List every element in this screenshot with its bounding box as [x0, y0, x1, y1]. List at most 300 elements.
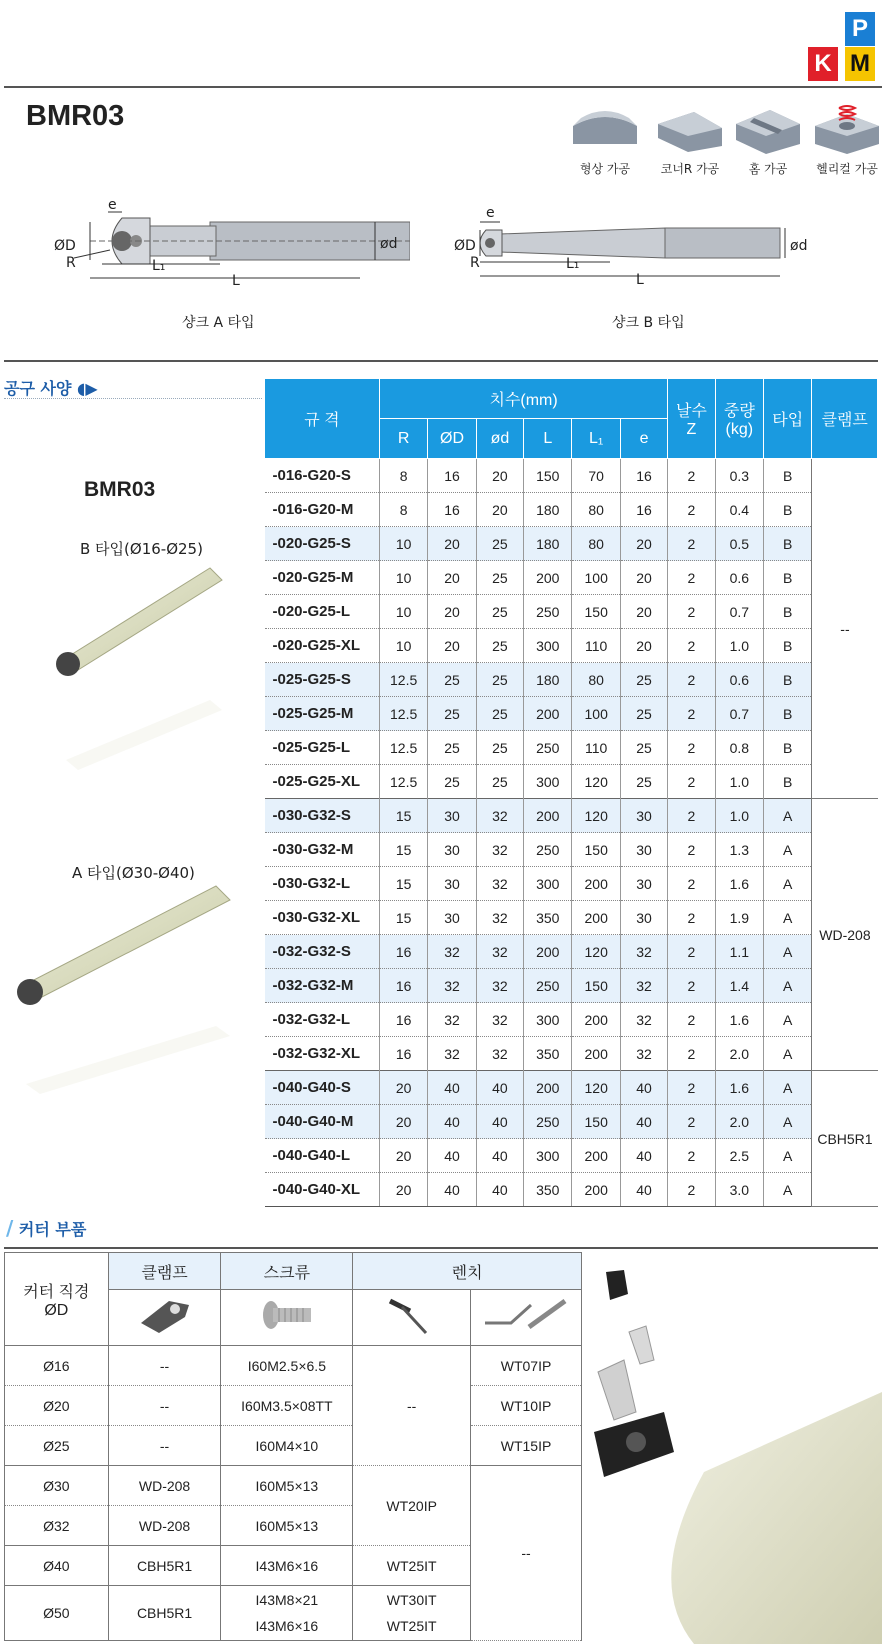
- spec-value-cell: 2: [668, 867, 715, 901]
- header-weight-sub: (kg): [725, 421, 754, 438]
- parts-row: [5, 1426, 582, 1466]
- parts-divider: [4, 1247, 878, 1249]
- spec-value-cell: 25: [428, 663, 476, 697]
- spec-value-cell: 16: [428, 459, 476, 493]
- spec-value-cell: 1.9: [715, 901, 763, 935]
- spec-value-cell: B: [764, 765, 812, 799]
- slash-icon: /: [6, 1216, 14, 1240]
- spec-value-cell: 10: [379, 561, 427, 595]
- a-type-tool-image: [16, 876, 246, 1096]
- shank-a-caption: 샹크 A 타입: [182, 315, 255, 331]
- spec-value-cell: 80: [572, 493, 620, 527]
- spec-value-cell: B: [764, 595, 812, 629]
- parts-clamp-cell: WD-208: [108, 1466, 221, 1506]
- spec-value-cell: 12.5: [379, 731, 427, 765]
- spec-row: [265, 459, 878, 493]
- spec-value-cell: 20: [428, 629, 476, 663]
- spec-value-cell: B: [764, 561, 812, 595]
- side-product-title: BMR03: [84, 478, 156, 501]
- shank-b-label-d: ød: [790, 238, 808, 254]
- spec-value-cell: 200: [572, 867, 620, 901]
- spec-value-cell: A: [764, 1071, 812, 1105]
- b-type-label: B 타입(Ø16-Ø25): [80, 540, 203, 558]
- spec-value-cell: 40: [620, 1105, 667, 1139]
- clamp-part-icon: [135, 1293, 195, 1337]
- spec-value-cell: 2: [668, 901, 715, 935]
- spec-value-cell: 15: [379, 867, 427, 901]
- spec-value-cell: 32: [428, 1003, 476, 1037]
- spec-value-cell: 2: [668, 731, 715, 765]
- clamp-part-cell: [108, 1290, 221, 1346]
- header-spec: 규 격: [265, 379, 380, 459]
- operation-label: 헬리컬 가공: [816, 162, 878, 176]
- spec-row: [265, 697, 878, 731]
- spec-value-cell: 16: [379, 1003, 427, 1037]
- spec-row: [265, 629, 878, 663]
- spec-value-cell: 25: [476, 697, 523, 731]
- spec-value-cell: 200: [572, 1173, 620, 1207]
- shank-b-label-L: L: [636, 272, 644, 288]
- parts-row: [5, 1386, 582, 1426]
- spec-value-cell: 2: [668, 833, 715, 867]
- dim-col-header: R: [379, 419, 427, 459]
- header-type: 타입: [764, 379, 812, 459]
- spec-value-cell: 20: [379, 1071, 427, 1105]
- spec-code-cell: -020-G25-XL: [265, 629, 380, 663]
- parts-twrench-value: WT25IT: [386, 1618, 437, 1634]
- spec-code-cell: -032-G32-M: [265, 969, 380, 1003]
- corner-r-machining-icon: [654, 104, 726, 156]
- spec-row: [265, 527, 878, 561]
- header-flutes-label: 날수: [675, 403, 707, 420]
- parts-header-wrench: 렌치: [353, 1253, 582, 1290]
- parts-dia-cell: Ø32: [5, 1506, 109, 1546]
- spec-value-cell: 16: [428, 493, 476, 527]
- spec-code-cell: -040-G40-L: [265, 1139, 380, 1173]
- shank-a-label-D: ØD: [54, 238, 76, 254]
- spec-row: [265, 1071, 878, 1105]
- spec-value-cell: 2: [668, 799, 715, 833]
- parts-dia-cell: Ø50: [5, 1586, 109, 1641]
- spec-value-cell: A: [764, 935, 812, 969]
- t-wrench-icon: [382, 1293, 442, 1337]
- parts-screw-cell: I60M2.5×6.5: [221, 1346, 353, 1386]
- spec-value-cell: 200: [572, 901, 620, 935]
- spec-row: [265, 561, 878, 595]
- shank-a-label-R: R: [66, 255, 76, 271]
- spec-value-cell: 1.0: [715, 629, 763, 663]
- spec-code-cell: -030-G32-S: [265, 799, 380, 833]
- spec-value-cell: 30: [428, 867, 476, 901]
- spec-value-cell: 200: [524, 1071, 572, 1105]
- spec-row: [265, 799, 878, 833]
- spec-value-cell: 16: [620, 459, 667, 493]
- parts-twrench-cell: --: [353, 1346, 471, 1466]
- spec-value-cell: 2: [668, 1105, 715, 1139]
- spec-value-cell: B: [764, 731, 812, 765]
- spec-value-cell: 150: [572, 1105, 620, 1139]
- spec-value-cell: 10: [379, 527, 427, 561]
- spec-value-cell: 40: [428, 1173, 476, 1207]
- spec-value-cell: 40: [620, 1139, 667, 1173]
- spec-value-cell: 20: [620, 629, 667, 663]
- spec-table: [264, 378, 878, 1207]
- spec-value-cell: 32: [620, 969, 667, 1003]
- spec-value-cell: A: [764, 969, 812, 1003]
- spec-value-cell: 20: [428, 561, 476, 595]
- spec-value-cell: 200: [524, 697, 572, 731]
- spec-code-cell: -016-G20-M: [265, 493, 380, 527]
- spec-value-cell: 20: [428, 595, 476, 629]
- spec-value-cell: 25: [476, 731, 523, 765]
- spec-value-cell: 25: [428, 765, 476, 799]
- parts-clamp-cell: CBH5R1: [108, 1546, 221, 1586]
- spec-value-cell: 20: [379, 1173, 427, 1207]
- t-wrench-cell: [353, 1290, 471, 1346]
- spec-code-cell: -020-G25-M: [265, 561, 380, 595]
- spec-value-cell: A: [764, 1003, 812, 1037]
- spec-value-cell: 2.5: [715, 1139, 763, 1173]
- parts-clamp-cell: WD-208: [108, 1506, 221, 1546]
- parts-dia-cell: Ø30: [5, 1466, 109, 1506]
- spec-value-cell: A: [764, 1173, 812, 1207]
- spec-value-cell: 2: [668, 1071, 715, 1105]
- parts-header-screw: 스크류: [221, 1253, 353, 1290]
- dim-col-header: L: [524, 419, 572, 459]
- spec-code-cell: -030-G32-XL: [265, 901, 380, 935]
- spec-value-cell: 2: [668, 663, 715, 697]
- header-weight: [715, 379, 763, 459]
- spec-value-cell: 300: [524, 1139, 572, 1173]
- spec-code-cell: -025-G25-S: [265, 663, 380, 697]
- spec-value-cell: 32: [476, 867, 523, 901]
- spec-value-cell: 110: [572, 629, 620, 663]
- spec-value-cell: 25: [428, 697, 476, 731]
- spec-value-cell: 200: [524, 935, 572, 969]
- spec-title-underline: [4, 398, 262, 399]
- spec-value-cell: 1.3: [715, 833, 763, 867]
- parts-table: [4, 1252, 582, 1641]
- spec-value-cell: 32: [476, 833, 523, 867]
- helical-machining-icon: [811, 104, 882, 156]
- spec-value-cell: 0.6: [715, 663, 763, 697]
- spec-value-cell: 32: [476, 969, 523, 1003]
- spec-value-cell: 80: [572, 527, 620, 561]
- spec-code-cell: -020-G25-L: [265, 595, 380, 629]
- spec-value-cell: 350: [524, 901, 572, 935]
- spec-code-cell: -032-G32-L: [265, 1003, 380, 1037]
- spec-value-cell: 150: [572, 833, 620, 867]
- spec-value-cell: B: [764, 527, 812, 561]
- spec-value-cell: 20: [476, 459, 523, 493]
- spec-value-cell: 250: [524, 833, 572, 867]
- spec-value-cell: A: [764, 833, 812, 867]
- spec-value-cell: 2: [668, 1037, 715, 1071]
- parts-clamp-cell: --: [108, 1346, 221, 1386]
- spec-value-cell: 200: [524, 799, 572, 833]
- spec-value-cell: 25: [620, 731, 667, 765]
- spec-row: [265, 1173, 878, 1207]
- spec-value-cell: 2: [668, 459, 715, 493]
- profile-machining-icon: [569, 104, 641, 156]
- operation-label: 홈 가공: [748, 162, 788, 176]
- dim-col-header: ød: [476, 419, 523, 459]
- spec-value-cell: 32: [476, 901, 523, 935]
- b-type-tool-image: [50, 560, 240, 780]
- spec-value-cell: 200: [572, 1037, 620, 1071]
- spec-value-cell: A: [764, 799, 812, 833]
- spec-row: [265, 935, 878, 969]
- parts-row: [5, 1346, 582, 1386]
- spec-value-cell: 30: [620, 833, 667, 867]
- spec-value-cell: 40: [476, 1105, 523, 1139]
- spec-section-label: 공구 사양: [4, 379, 72, 398]
- spec-value-cell: 15: [379, 833, 427, 867]
- spec-value-cell: A: [764, 1105, 812, 1139]
- spec-code-cell: -032-G32-S: [265, 935, 380, 969]
- parts-screw-value: I43M6×16: [255, 1618, 319, 1634]
- parts-keywrench-cell: WT10IP: [471, 1386, 582, 1426]
- spec-value-cell: 2: [668, 527, 715, 561]
- key-wrench-cell: [471, 1290, 582, 1346]
- spec-value-cell: 150: [524, 459, 572, 493]
- parts-keywrench-cell: --: [471, 1466, 582, 1641]
- spec-value-cell: B: [764, 663, 812, 697]
- section-divider: [4, 360, 878, 362]
- spec-row: [265, 969, 878, 1003]
- spec-value-cell: 20: [428, 527, 476, 561]
- spec-value-cell: 0.5: [715, 527, 763, 561]
- spec-value-cell: 30: [620, 867, 667, 901]
- spec-row: [265, 833, 878, 867]
- spec-row: [265, 493, 878, 527]
- spec-row: [265, 1003, 878, 1037]
- spec-code-cell: -016-G20-S: [265, 459, 380, 493]
- header-flutes: [668, 379, 715, 459]
- parts-dia-cell: Ø20: [5, 1386, 109, 1426]
- spec-value-cell: 250: [524, 731, 572, 765]
- spec-code-cell: -032-G32-XL: [265, 1037, 380, 1071]
- spec-code-cell: -020-G25-S: [265, 527, 380, 561]
- spec-value-cell: 8: [379, 459, 427, 493]
- spec-value-cell: 30: [428, 799, 476, 833]
- spec-value-cell: 25: [428, 731, 476, 765]
- spec-value-cell: 250: [524, 595, 572, 629]
- parts-section-title: [6, 1216, 86, 1240]
- spec-value-cell: 20: [620, 527, 667, 561]
- spec-value-cell: 200: [572, 1139, 620, 1173]
- page-title: BMR03: [26, 100, 125, 132]
- spec-value-cell: 16: [379, 935, 427, 969]
- screw-part-icon: [257, 1293, 317, 1337]
- spec-value-cell: 150: [572, 969, 620, 1003]
- dim-col-header: L₁: [572, 419, 620, 459]
- parts-section-label: 커터 부품: [18, 1220, 87, 1239]
- parts-twrench-cell: WT20IP: [353, 1466, 471, 1546]
- spec-value-cell: 20: [620, 561, 667, 595]
- dim-col-header: e: [620, 419, 667, 459]
- spec-value-cell: 250: [524, 969, 572, 1003]
- spec-value-cell: 25: [476, 663, 523, 697]
- spec-value-cell: B: [764, 629, 812, 663]
- spec-value-cell: B: [764, 697, 812, 731]
- spec-value-cell: 300: [524, 629, 572, 663]
- spec-value-cell: 32: [620, 935, 667, 969]
- parts-screw-cell: [221, 1586, 353, 1641]
- spec-row: [265, 1105, 878, 1139]
- shank-a-label-d: ød: [380, 236, 398, 252]
- spec-value-cell: 12.5: [379, 663, 427, 697]
- spec-value-cell: 25: [620, 663, 667, 697]
- operation-helical: [805, 104, 882, 176]
- spec-value-cell: 25: [476, 561, 523, 595]
- parts-screw-value: I43M8×21: [255, 1592, 319, 1608]
- operation-label: 코너R 가공: [660, 162, 720, 176]
- spec-value-cell: 25: [476, 765, 523, 799]
- spec-value-cell: 2: [668, 493, 715, 527]
- spec-value-cell: 25: [620, 765, 667, 799]
- spec-value-cell: 40: [428, 1105, 476, 1139]
- spec-row: [265, 663, 878, 697]
- spec-value-cell: 150: [572, 595, 620, 629]
- parts-clamp-cell: --: [108, 1386, 221, 1426]
- parts-keywrench-cell: WT07IP: [471, 1346, 582, 1386]
- shank-b-caption: 샹크 B 타입: [612, 315, 685, 331]
- spec-value-cell: 40: [428, 1071, 476, 1105]
- spec-value-cell: 32: [476, 799, 523, 833]
- parts-header-dia: [5, 1253, 109, 1346]
- spec-value-cell: 25: [476, 527, 523, 561]
- spec-value-cell: 32: [476, 1037, 523, 1071]
- spec-value-cell: 1.6: [715, 1071, 763, 1105]
- spec-section-title: [4, 376, 98, 399]
- spec-value-cell: 20: [379, 1105, 427, 1139]
- spec-code-cell: -040-G40-XL: [265, 1173, 380, 1207]
- spec-row: [265, 595, 878, 629]
- spec-value-cell: 40: [620, 1071, 667, 1105]
- spec-code-cell: -025-G25-M: [265, 697, 380, 731]
- spec-value-cell: A: [764, 901, 812, 935]
- spec-value-cell: A: [764, 1037, 812, 1071]
- parts-table-body: [5, 1346, 582, 1641]
- spec-value-cell: 100: [572, 697, 620, 731]
- spec-value-cell: 300: [524, 765, 572, 799]
- operation-corner-r: [648, 104, 732, 176]
- spec-value-cell: 2: [668, 595, 715, 629]
- spec-value-cell: 30: [620, 799, 667, 833]
- groove-machining-icon: [732, 104, 804, 156]
- logo-k: K: [808, 47, 838, 81]
- spec-value-cell: 25: [476, 629, 523, 663]
- spec-value-cell: 2: [668, 1139, 715, 1173]
- spec-value-cell: 120: [572, 1071, 620, 1105]
- spec-value-cell: 1.0: [715, 765, 763, 799]
- spec-code-cell: -040-G40-M: [265, 1105, 380, 1139]
- spec-value-cell: 180: [524, 527, 572, 561]
- parts-screw-cell: I43M6×16: [221, 1546, 353, 1586]
- parts-screw-cell: I60M5×13: [221, 1466, 353, 1506]
- parts-clamp-cell: --: [108, 1426, 221, 1466]
- spec-value-cell: 25: [476, 595, 523, 629]
- cutter-assembly-image: [584, 1252, 882, 1644]
- spec-code-cell: -030-G32-L: [265, 867, 380, 901]
- spec-value-cell: 10: [379, 629, 427, 663]
- parts-row: [5, 1466, 582, 1506]
- spec-row: [265, 765, 878, 799]
- spec-value-cell: 2: [668, 697, 715, 731]
- operation-profile: [563, 104, 647, 176]
- spec-value-cell: 2: [668, 1173, 715, 1207]
- spec-value-cell: 16: [379, 1037, 427, 1071]
- spec-value-cell: 32: [428, 935, 476, 969]
- spec-value-cell: 2: [668, 629, 715, 663]
- shank-b-label-R: R: [470, 255, 480, 271]
- shank-a-label-L: L: [232, 273, 240, 289]
- spec-value-cell: 3.0: [715, 1173, 763, 1207]
- spec-value-cell: 0.7: [715, 595, 763, 629]
- shank-a-diagram: [50, 200, 410, 300]
- spec-value-cell: 80: [572, 663, 620, 697]
- spec-value-cell: 120: [572, 799, 620, 833]
- spec-value-cell: B: [764, 459, 812, 493]
- a-type-label: A 타입(Ø30-Ø40): [72, 864, 195, 882]
- parts-keywrench-cell: WT15IP: [471, 1426, 582, 1466]
- spec-value-cell: 0.3: [715, 459, 763, 493]
- spec-value-cell: 1.6: [715, 1003, 763, 1037]
- spec-value-cell: 0.4: [715, 493, 763, 527]
- parts-header-dia-label: 커터 직경: [23, 1283, 90, 1301]
- bullet-icon: ◖▶: [76, 379, 98, 398]
- spec-value-cell: A: [764, 1139, 812, 1173]
- spec-value-cell: 2: [668, 969, 715, 1003]
- spec-value-cell: 180: [524, 493, 572, 527]
- spec-value-cell: 110: [572, 731, 620, 765]
- spec-value-cell: A: [764, 867, 812, 901]
- shank-a-label-L1: L₁: [152, 258, 166, 274]
- spec-clamp-cell: CBH5R1: [812, 1071, 878, 1207]
- spec-value-cell: 70: [572, 459, 620, 493]
- spec-value-cell: 40: [428, 1139, 476, 1173]
- spec-value-cell: 1.0: [715, 799, 763, 833]
- parts-twrench-cell: [353, 1586, 471, 1641]
- spec-value-cell: 20: [476, 493, 523, 527]
- spec-clamp-cell: WD-208: [812, 799, 878, 1071]
- spec-value-cell: 30: [620, 901, 667, 935]
- spec-value-cell: 2.0: [715, 1105, 763, 1139]
- spec-value-cell: 10: [379, 595, 427, 629]
- spec-value-cell: 0.7: [715, 697, 763, 731]
- spec-value-cell: 350: [524, 1173, 572, 1207]
- spec-row: [265, 901, 878, 935]
- spec-value-cell: 0.6: [715, 561, 763, 595]
- spec-value-cell: 15: [379, 799, 427, 833]
- spec-value-cell: 30: [428, 833, 476, 867]
- key-wrench-icon: [481, 1293, 571, 1337]
- shank-b-label-e: e: [486, 205, 495, 221]
- spec-value-cell: 20: [379, 1139, 427, 1173]
- spec-value-cell: 12.5: [379, 765, 427, 799]
- spec-value-cell: 32: [620, 1037, 667, 1071]
- parts-screw-cell: I60M3.5×08TT: [221, 1386, 353, 1426]
- spec-value-cell: 20: [620, 595, 667, 629]
- parts-clamp-cell: CBH5R1: [108, 1586, 221, 1641]
- spec-value-cell: 180: [524, 663, 572, 697]
- spec-value-cell: 2.0: [715, 1037, 763, 1071]
- spec-value-cell: 1.1: [715, 935, 763, 969]
- spec-value-cell: 200: [524, 561, 572, 595]
- parts-screw-cell: I60M4×10: [221, 1426, 353, 1466]
- spec-value-cell: 40: [620, 1173, 667, 1207]
